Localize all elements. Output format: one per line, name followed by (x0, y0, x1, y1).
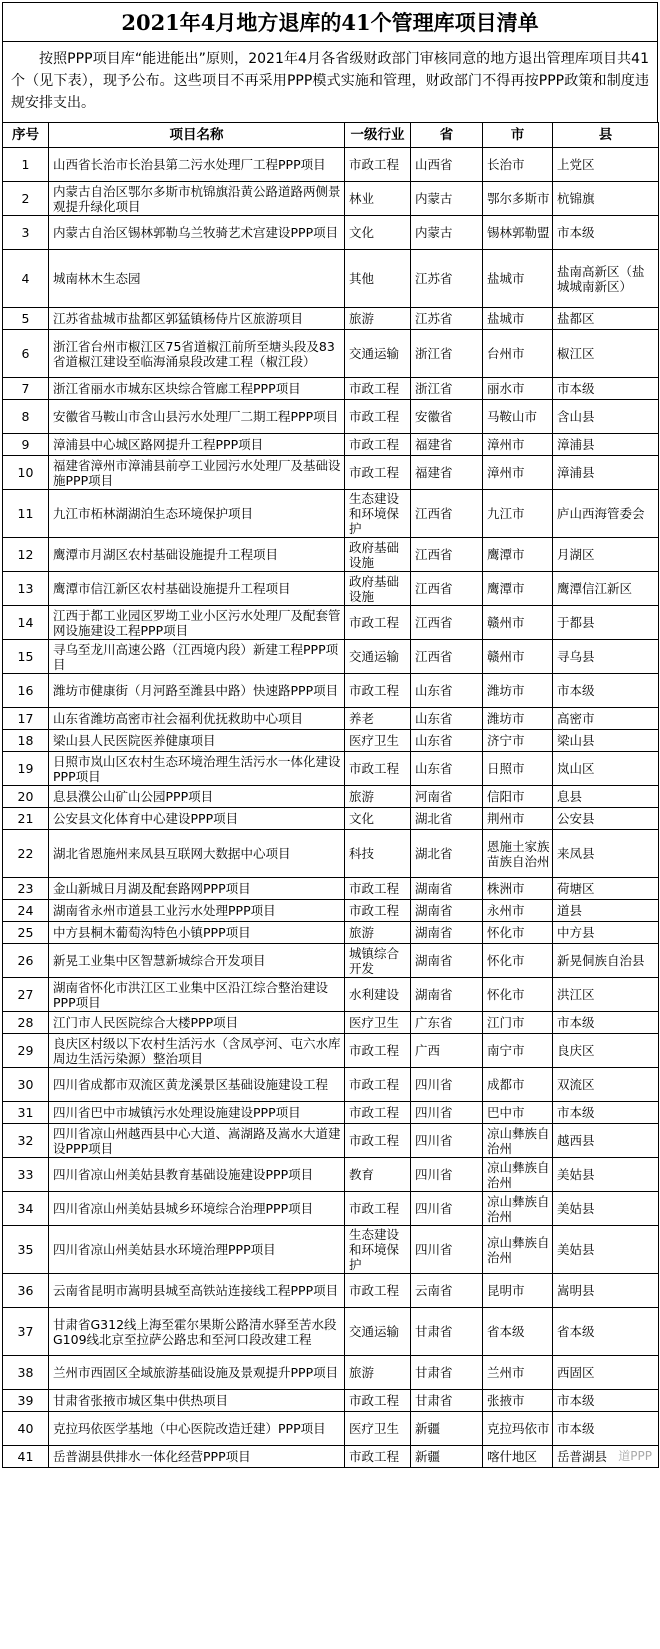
table-header-row (3, 123, 659, 148)
city-cell: 张掖市 (483, 1390, 553, 1412)
project-name-cell: 兰州市西固区全域旅游基础设施及景观提升PPP项目 (49, 1356, 345, 1390)
table-row (3, 1012, 659, 1034)
province-cell: 四川省 (411, 1192, 483, 1226)
province-cell: 湖南省 (411, 900, 483, 922)
table-row (3, 708, 659, 730)
county-cell: 梁山县 (553, 730, 659, 752)
industry-cell: 文化 (345, 808, 411, 830)
row-index-cell: 6 (3, 330, 49, 378)
city-cell: 南宁市 (483, 1034, 553, 1068)
row-index-cell: 24 (3, 900, 49, 922)
project-name-cell: 中方县桐木葡萄沟特色小镇PPP项目 (49, 922, 345, 944)
industry-cell: 旅游 (345, 308, 411, 330)
project-name-cell: 湖南省怀化市洪江区工业集中区沿江综合整治建设PPP项目 (49, 978, 345, 1012)
county-cell: 双流区 (553, 1068, 659, 1102)
table-row (3, 1274, 659, 1308)
city-cell: 鹰潭市 (483, 572, 553, 606)
project-name-cell: 内蒙古自治区鄂尔多斯市杭锦旗沿黄公路道路两侧景观提升绿化项目 (49, 182, 345, 216)
table-row (3, 1412, 659, 1446)
province-cell: 湖北省 (411, 808, 483, 830)
province-cell: 江西省 (411, 640, 483, 674)
province-cell: 江苏省 (411, 250, 483, 308)
row-index-cell: 19 (3, 752, 49, 786)
industry-cell: 政府基础设施 (345, 572, 411, 606)
industry-cell: 市政工程 (345, 674, 411, 708)
row-index-cell: 35 (3, 1226, 49, 1274)
page-title: 2021年4月地方退库的41个管理库项目清单 (2, 2, 658, 42)
project-name-cell: 云南省昆明市嵩明县城至高铁站连接线工程PPP项目 (49, 1274, 345, 1308)
table-row (3, 1446, 659, 1468)
province-cell: 四川省 (411, 1102, 483, 1124)
row-index-cell: 2 (3, 182, 49, 216)
province-cell: 河南省 (411, 786, 483, 808)
province-cell: 内蒙古 (411, 182, 483, 216)
province-cell: 四川省 (411, 1068, 483, 1102)
county-cell: 新晃侗族自治县 (553, 944, 659, 978)
table-row (3, 944, 659, 978)
industry-cell: 林业 (345, 182, 411, 216)
row-index-cell: 10 (3, 456, 49, 490)
table-row (3, 878, 659, 900)
industry-cell: 科技 (345, 830, 411, 878)
province-cell: 云南省 (411, 1274, 483, 1308)
province-cell: 内蒙古 (411, 216, 483, 250)
project-name-cell: 四川省巴中市城镇污水处理设施建设PPP项目 (49, 1102, 345, 1124)
table-row (3, 1390, 659, 1412)
table-row (3, 400, 659, 434)
county-cell: 公安县 (553, 808, 659, 830)
project-name-cell: 岳普湖县供排水一体化经营PPP项目 (49, 1446, 345, 1468)
city-cell: 马鞍山市 (483, 400, 553, 434)
project-name-cell: 江门市人民医院综合大楼PPP项目 (49, 1012, 345, 1034)
row-index-cell: 34 (3, 1192, 49, 1226)
city-cell: 凉山彝族自治州 (483, 1124, 553, 1158)
county-cell: 椒江区 (553, 330, 659, 378)
industry-cell: 市政工程 (345, 1034, 411, 1068)
project-table (2, 122, 659, 1468)
industry-cell: 市政工程 (345, 1124, 411, 1158)
industry-cell: 市政工程 (345, 1192, 411, 1226)
city-cell: 怀化市 (483, 922, 553, 944)
industry-cell: 市政工程 (345, 1274, 411, 1308)
county-cell: 洪江区 (553, 978, 659, 1012)
province-cell: 甘肃省 (411, 1308, 483, 1356)
row-index-cell: 40 (3, 1412, 49, 1446)
row-index-cell: 13 (3, 572, 49, 606)
county-cell: 岳普湖县 (553, 1446, 659, 1468)
project-name-cell: 四川省成都市双流区黄龙溪景区基础设施建设工程 (49, 1068, 345, 1102)
project-name-cell: 四川省凉山州越西县中心大道、嵩湖路及嵩水大道建设PPP项目 (49, 1124, 345, 1158)
project-name-cell: 甘肃省G312线上海至霍尔果斯公路清水驿至苦水段 G109线北京至拉萨公路忠和至河口段改建工程 (49, 1308, 345, 1356)
table-row (3, 1102, 659, 1124)
industry-cell: 市政工程 (345, 1446, 411, 1468)
city-cell: 昆明市 (483, 1274, 553, 1308)
project-name-cell: 湖北省恩施州来凤县互联网大数据中心项目 (49, 830, 345, 878)
city-cell: 信阳市 (483, 786, 553, 808)
county-cell: 美姑县 (553, 1192, 659, 1226)
industry-cell: 水利建设 (345, 978, 411, 1012)
project-name-cell: 福建省漳州市漳浦县前亭工业园污水处理厂及基础设施PPP项目 (49, 456, 345, 490)
industry-cell: 生态建设和环境保护 (345, 490, 411, 538)
col-header-industry: 一级行业 (345, 123, 411, 148)
table-row (3, 786, 659, 808)
county-cell: 西固区 (553, 1356, 659, 1390)
county-cell: 市本级 (553, 674, 659, 708)
project-list-sheet (2, 2, 658, 1468)
city-cell: 兰州市 (483, 1356, 553, 1390)
county-cell: 盐都区 (553, 308, 659, 330)
row-index-cell: 37 (3, 1308, 49, 1356)
county-cell: 市本级 (553, 1412, 659, 1446)
table-row (3, 752, 659, 786)
county-cell: 美姑县 (553, 1158, 659, 1192)
table-row (3, 730, 659, 752)
county-cell: 鹰潭信江新区 (553, 572, 659, 606)
province-cell: 江西省 (411, 490, 483, 538)
city-cell: 长治市 (483, 148, 553, 182)
city-cell: 锡林郭勒盟 (483, 216, 553, 250)
province-cell: 江苏省 (411, 308, 483, 330)
row-index-cell: 16 (3, 674, 49, 708)
project-name-cell: 江苏省盐城市盐都区郭猛镇杨侍片区旅游项目 (49, 308, 345, 330)
city-cell: 济宁市 (483, 730, 553, 752)
city-cell: 赣州市 (483, 640, 553, 674)
project-name-cell: 江西于都工业园区罗坳工业小区污水处理厂及配套管网设施建设工程PPP项目 (49, 606, 345, 640)
table-row (3, 308, 659, 330)
row-index-cell: 20 (3, 786, 49, 808)
city-cell: 九江市 (483, 490, 553, 538)
row-index-cell: 26 (3, 944, 49, 978)
row-index-cell: 36 (3, 1274, 49, 1308)
province-cell: 江西省 (411, 572, 483, 606)
province-cell: 新疆 (411, 1412, 483, 1446)
province-cell: 山东省 (411, 674, 483, 708)
province-cell: 山西省 (411, 148, 483, 182)
province-cell: 新疆 (411, 1446, 483, 1468)
project-name-cell: 息县濮公山矿山公园PPP项目 (49, 786, 345, 808)
row-index-cell: 21 (3, 808, 49, 830)
industry-cell: 市政工程 (345, 900, 411, 922)
county-cell: 市本级 (553, 1012, 659, 1034)
col-header-project-name: 项目名称 (49, 123, 345, 148)
industry-cell: 市政工程 (345, 606, 411, 640)
project-name-cell: 四川省凉山州美姑县教育基础设施建设PPP项目 (49, 1158, 345, 1192)
table-row (3, 640, 659, 674)
industry-cell: 市政工程 (345, 378, 411, 400)
project-name-cell: 城南林木生态园 (49, 250, 345, 308)
city-cell: 克拉玛依市 (483, 1412, 553, 1446)
industry-cell: 市政工程 (345, 400, 411, 434)
table-row (3, 148, 659, 182)
city-cell: 永州市 (483, 900, 553, 922)
table-row (3, 1192, 659, 1226)
city-cell: 凉山彝族自治州 (483, 1158, 553, 1192)
county-cell: 市本级 (553, 1102, 659, 1124)
province-cell: 四川省 (411, 1158, 483, 1192)
county-cell: 嵩明县 (553, 1274, 659, 1308)
province-cell: 四川省 (411, 1124, 483, 1158)
row-index-cell: 38 (3, 1356, 49, 1390)
county-cell: 漳浦县 (553, 456, 659, 490)
industry-cell: 医疗卫生 (345, 1412, 411, 1446)
province-cell: 湖南省 (411, 944, 483, 978)
project-name-cell: 漳浦县中心城区路网提升工程PPP项目 (49, 434, 345, 456)
project-name-cell: 鹰潭市信江新区农村基础设施提升工程项目 (49, 572, 345, 606)
county-cell: 含山县 (553, 400, 659, 434)
table-row (3, 900, 659, 922)
province-cell: 广东省 (411, 1012, 483, 1034)
table-row (3, 330, 659, 378)
table-row (3, 1124, 659, 1158)
province-cell: 福建省 (411, 456, 483, 490)
project-name-cell: 新晃工业集中区智慧新城综合开发项目 (49, 944, 345, 978)
table-row (3, 216, 659, 250)
project-name-cell: 浙江省台州市椒江区75省道椒江前所至塘头段及83省道椒江建设至临海涌泉段改建工程（椒江段） (49, 330, 345, 378)
table-row (3, 922, 659, 944)
industry-cell: 其他 (345, 250, 411, 308)
industry-cell: 旅游 (345, 786, 411, 808)
province-cell: 甘肃省 (411, 1356, 483, 1390)
city-cell: 鄂尔多斯市 (483, 182, 553, 216)
col-header-city: 市 (483, 123, 553, 148)
city-cell: 鹰潭市 (483, 538, 553, 572)
industry-cell: 市政工程 (345, 434, 411, 456)
row-index-cell: 4 (3, 250, 49, 308)
row-index-cell: 3 (3, 216, 49, 250)
industry-cell: 旅游 (345, 922, 411, 944)
city-cell: 漳州市 (483, 456, 553, 490)
industry-cell: 城镇综合开发 (345, 944, 411, 978)
province-cell: 江西省 (411, 606, 483, 640)
row-index-cell: 12 (3, 538, 49, 572)
industry-cell: 市政工程 (345, 878, 411, 900)
industry-cell: 医疗卫生 (345, 1012, 411, 1034)
county-cell: 越西县 (553, 1124, 659, 1158)
table-row (3, 538, 659, 572)
county-cell: 岚山区 (553, 752, 659, 786)
industry-cell: 文化 (345, 216, 411, 250)
industry-cell: 旅游 (345, 1356, 411, 1390)
row-index-cell: 41 (3, 1446, 49, 1468)
city-cell: 凉山彝族自治州 (483, 1226, 553, 1274)
row-index-cell: 39 (3, 1390, 49, 1412)
row-index-cell: 18 (3, 730, 49, 752)
industry-cell: 生态建设和环境保护 (345, 1226, 411, 1274)
province-cell: 广西 (411, 1034, 483, 1068)
table-row (3, 1308, 659, 1356)
project-name-cell: 潍坊市健康街（月河路至潍县中路）快速路PPP项目 (49, 674, 345, 708)
table-row (3, 490, 659, 538)
row-index-cell: 27 (3, 978, 49, 1012)
industry-cell: 市政工程 (345, 1068, 411, 1102)
project-name-cell: 山西省长治市长治县第二污水处理厂工程PPP项目 (49, 148, 345, 182)
table-row (3, 674, 659, 708)
project-name-cell: 梁山县人民医院医养健康项目 (49, 730, 345, 752)
project-name-cell: 浙江省丽水市城东区块综合管廊工程PPP项目 (49, 378, 345, 400)
table-row (3, 1226, 659, 1274)
project-name-cell: 日照市岚山区农村生态环境治理生活污水一体化建设PPP项目 (49, 752, 345, 786)
col-header-index: 序号 (3, 123, 49, 148)
table-row (3, 978, 659, 1012)
city-cell: 江门市 (483, 1012, 553, 1034)
industry-cell: 市政工程 (345, 1390, 411, 1412)
county-cell: 道县 (553, 900, 659, 922)
city-cell: 盐城市 (483, 308, 553, 330)
province-cell: 甘肃省 (411, 1390, 483, 1412)
county-cell: 中方县 (553, 922, 659, 944)
row-index-cell: 5 (3, 308, 49, 330)
project-name-cell: 鹰潭市月湖区农村基础设施提升工程项目 (49, 538, 345, 572)
province-cell: 浙江省 (411, 330, 483, 378)
industry-cell: 养老 (345, 708, 411, 730)
table-row (3, 830, 659, 878)
intro-paragraph: 按照PPP项目库“能进能出”原则，2021年4月各省级财政部门审核同意的地方退出管理库项目共41个（见下表），现予公布。这些项目不再采用PPP模式实施和管理，财政部门不得再按PPP政策和制度违规安排支出。 (2, 42, 658, 122)
city-cell: 日照市 (483, 752, 553, 786)
table-row (3, 606, 659, 640)
city-cell: 怀化市 (483, 944, 553, 978)
city-cell: 成都市 (483, 1068, 553, 1102)
project-name-cell: 克拉玛依医学基地（中心医院改造迁建）PPP项目 (49, 1412, 345, 1446)
row-index-cell: 23 (3, 878, 49, 900)
county-cell: 省本级 (553, 1308, 659, 1356)
col-header-county: 县 (553, 123, 659, 148)
row-index-cell: 17 (3, 708, 49, 730)
city-cell: 恩施土家族苗族自治州 (483, 830, 553, 878)
row-index-cell: 28 (3, 1012, 49, 1034)
province-cell: 山东省 (411, 708, 483, 730)
project-name-cell: 四川省凉山州美姑县城乡环境综合治理PPP项目 (49, 1192, 345, 1226)
province-cell: 湖南省 (411, 922, 483, 944)
row-index-cell: 11 (3, 490, 49, 538)
county-cell: 市本级 (553, 1390, 659, 1412)
table-row (3, 378, 659, 400)
county-cell: 高密市 (553, 708, 659, 730)
county-cell: 寻乌县 (553, 640, 659, 674)
table-row (3, 1356, 659, 1390)
province-cell: 福建省 (411, 434, 483, 456)
industry-cell: 交通运输 (345, 1308, 411, 1356)
city-cell: 盐城市 (483, 250, 553, 308)
province-cell: 山东省 (411, 752, 483, 786)
project-name-cell: 甘肃省张掖市城区集中供热项目 (49, 1390, 345, 1412)
industry-cell: 交通运输 (345, 330, 411, 378)
province-cell: 江西省 (411, 538, 483, 572)
table-row (3, 808, 659, 830)
table-row (3, 1158, 659, 1192)
county-cell: 于都县 (553, 606, 659, 640)
city-cell: 巴中市 (483, 1102, 553, 1124)
county-cell: 盐南高新区（盐城城南新区） (553, 250, 659, 308)
row-index-cell: 33 (3, 1158, 49, 1192)
province-cell: 湖北省 (411, 830, 483, 878)
county-cell: 杭锦旗 (553, 182, 659, 216)
industry-cell: 政府基础设施 (345, 538, 411, 572)
county-cell: 美姑县 (553, 1226, 659, 1274)
table-row (3, 182, 659, 216)
province-cell: 山东省 (411, 730, 483, 752)
province-cell: 湖南省 (411, 978, 483, 1012)
province-cell: 安徽省 (411, 400, 483, 434)
table-row (3, 456, 659, 490)
county-cell: 荷塘区 (553, 878, 659, 900)
city-cell: 漳州市 (483, 434, 553, 456)
province-cell: 湖南省 (411, 878, 483, 900)
project-name-cell: 九江市柘林湖湖泊生态环境保护项目 (49, 490, 345, 538)
table-row (3, 250, 659, 308)
industry-cell: 医疗卫生 (345, 730, 411, 752)
city-cell: 台州市 (483, 330, 553, 378)
row-index-cell: 15 (3, 640, 49, 674)
project-name-cell: 山东省潍坊高密市社会福利优抚救助中心项目 (49, 708, 345, 730)
city-cell: 省本级 (483, 1308, 553, 1356)
row-index-cell: 30 (3, 1068, 49, 1102)
county-cell: 息县 (553, 786, 659, 808)
project-name-cell: 寻乌至龙川高速公路（江西境内段）新建工程PPP项目 (49, 640, 345, 674)
county-cell: 上党区 (553, 148, 659, 182)
table-row (3, 434, 659, 456)
row-index-cell: 32 (3, 1124, 49, 1158)
industry-cell: 市政工程 (345, 752, 411, 786)
industry-cell: 市政工程 (345, 456, 411, 490)
city-cell: 丽水市 (483, 378, 553, 400)
project-name-cell: 金山新城日月湖及配套路网PPP项目 (49, 878, 345, 900)
city-cell: 潍坊市 (483, 708, 553, 730)
city-cell: 凉山彝族自治州 (483, 1192, 553, 1226)
project-name-cell: 良庆区村级以下农村生活污水（含凤亭河、屯六水库周边生活污染源）整治项目 (49, 1034, 345, 1068)
province-cell: 浙江省 (411, 378, 483, 400)
row-index-cell: 1 (3, 148, 49, 182)
industry-cell: 市政工程 (345, 148, 411, 182)
row-index-cell: 25 (3, 922, 49, 944)
row-index-cell: 14 (3, 606, 49, 640)
row-index-cell: 22 (3, 830, 49, 878)
col-header-province: 省 (411, 123, 483, 148)
county-cell: 市本级 (553, 216, 659, 250)
county-cell: 市本级 (553, 378, 659, 400)
row-index-cell: 29 (3, 1034, 49, 1068)
city-cell: 赣州市 (483, 606, 553, 640)
project-name-cell: 安徽省马鞍山市含山县污水处理厂二期工程PPP项目 (49, 400, 345, 434)
industry-cell: 交通运输 (345, 640, 411, 674)
row-index-cell: 8 (3, 400, 49, 434)
table-row (3, 1034, 659, 1068)
county-cell: 庐山西海管委会 (553, 490, 659, 538)
city-cell: 喀什地区 (483, 1446, 553, 1468)
county-cell: 来凤县 (553, 830, 659, 878)
table-row (3, 1068, 659, 1102)
city-cell: 潍坊市 (483, 674, 553, 708)
industry-cell: 市政工程 (345, 1102, 411, 1124)
watermark: 道PPP (618, 1449, 652, 1463)
city-cell: 株洲市 (483, 878, 553, 900)
city-cell: 怀化市 (483, 978, 553, 1012)
county-cell: 良庆区 (553, 1034, 659, 1068)
project-name-cell: 公安县文化体育中心建设PPP项目 (49, 808, 345, 830)
industry-cell: 教育 (345, 1158, 411, 1192)
row-index-cell: 9 (3, 434, 49, 456)
city-cell: 荆州市 (483, 808, 553, 830)
project-name-cell: 内蒙古自治区锡林郭勒乌兰牧骑艺术宫建设PPP项目 (49, 216, 345, 250)
table-row (3, 572, 659, 606)
project-name-cell: 湖南省永州市道县工业污水处理PPP项目 (49, 900, 345, 922)
row-index-cell: 7 (3, 378, 49, 400)
row-index-cell: 31 (3, 1102, 49, 1124)
province-cell: 四川省 (411, 1226, 483, 1274)
county-cell: 月湖区 (553, 538, 659, 572)
county-cell: 漳浦县 (553, 434, 659, 456)
project-name-cell: 四川省凉山州美姑县水环境治理PPP项目 (49, 1226, 345, 1274)
